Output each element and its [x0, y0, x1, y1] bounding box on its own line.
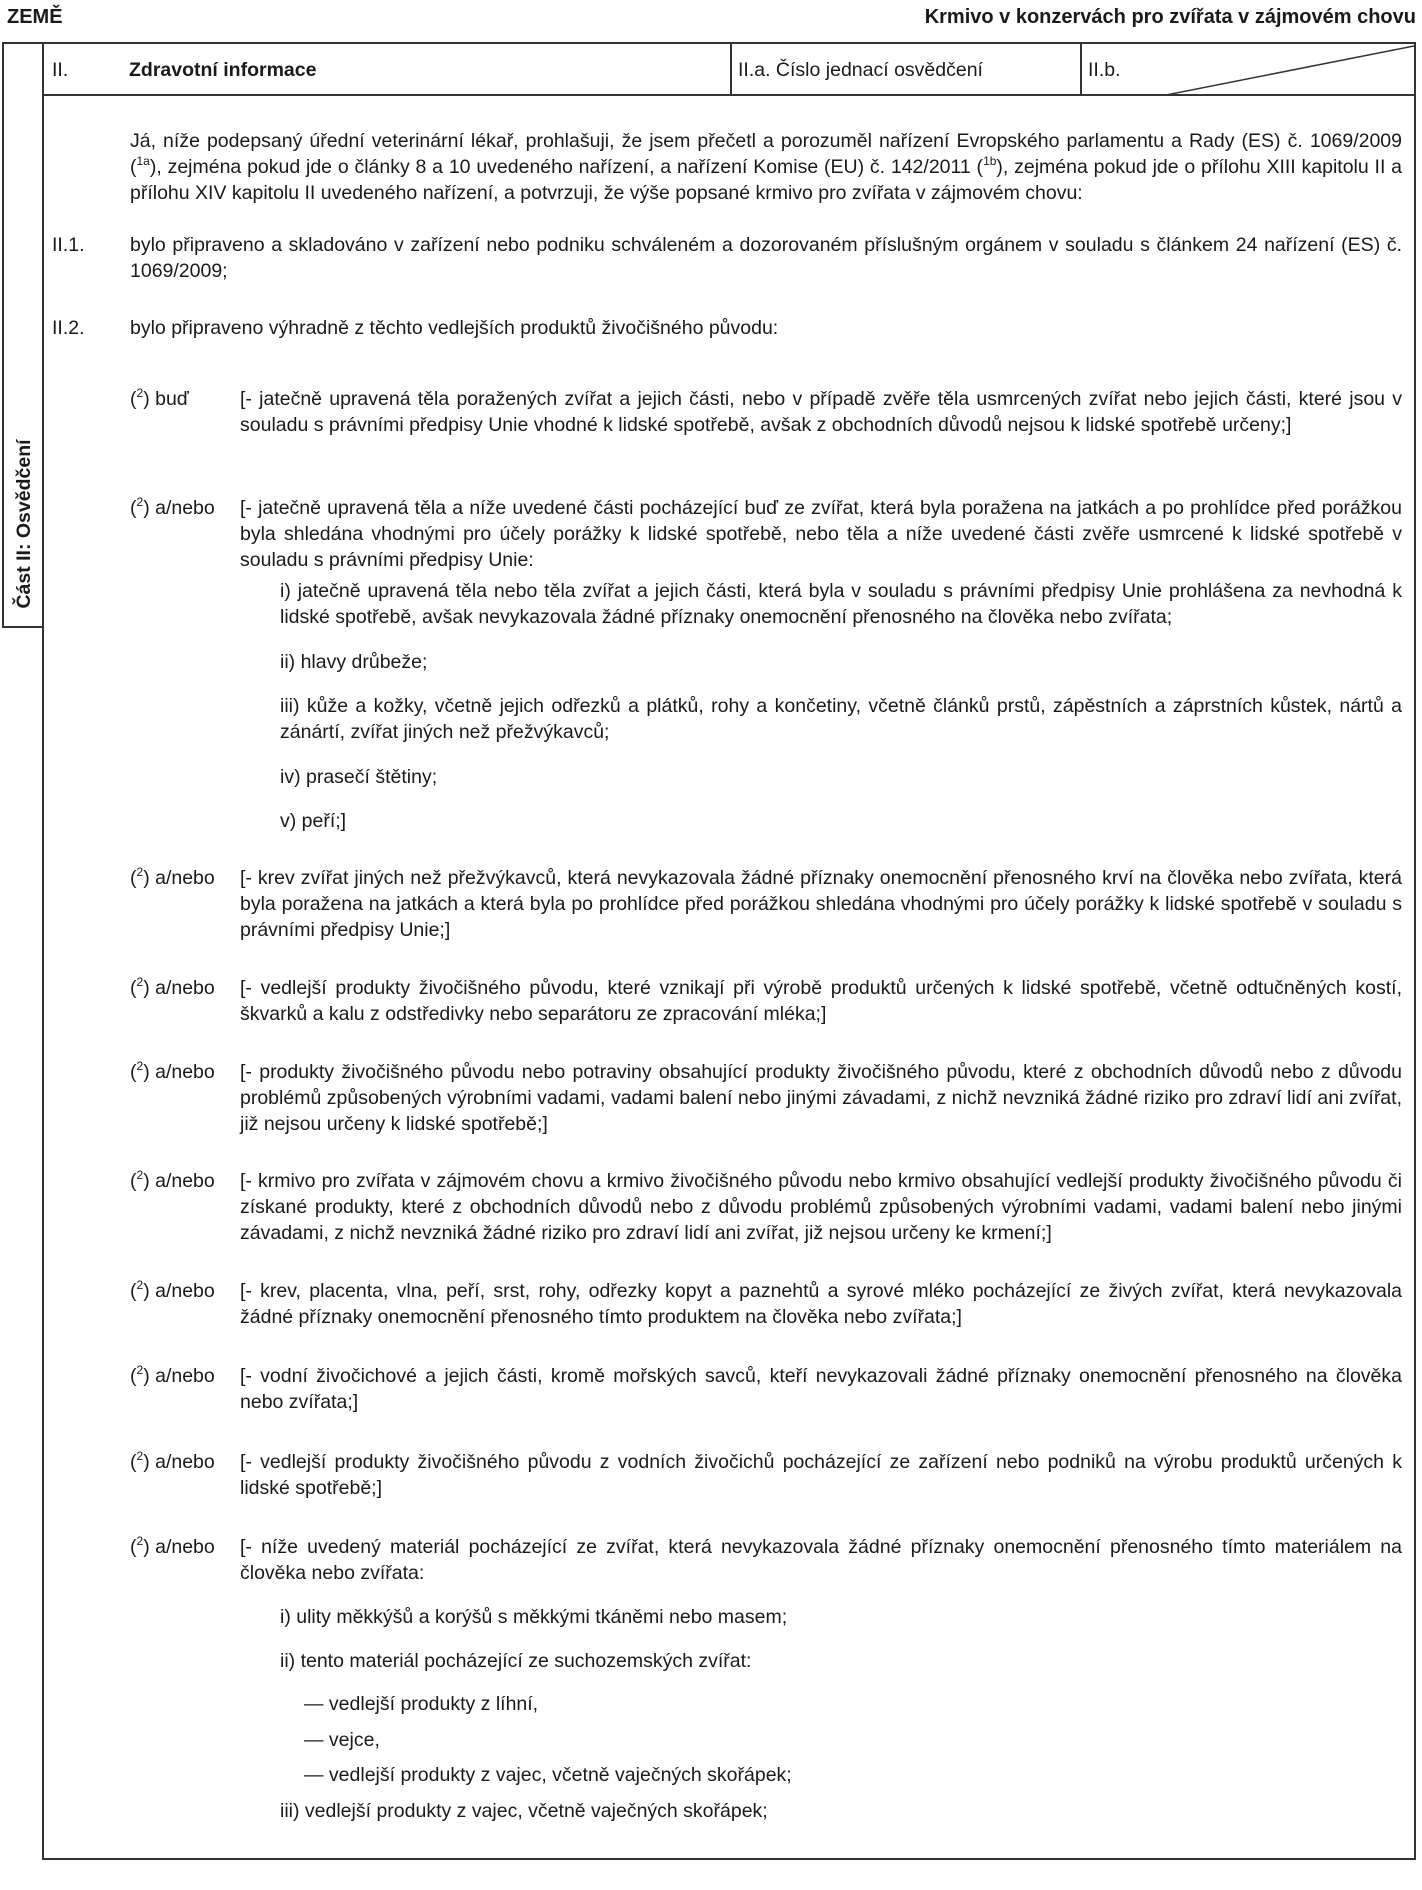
option-text: [- níže uvedený materiál pocházející ze zvířat, která nevykazovala žádné příznaky onemocnění přenosného tímto materiálem na člověka nebo zvířata: — [240, 1536, 1402, 1584]
option-text: [- jatečně upravená těla a níže uvedené části pocházející buď ze zvířat, která byla poražena na jatkách a po prohlídce před porážkou byla shledána vhodnými pro účely porážky k lidské spotřebě, nebo těla a níže uvedené části zvěře usmrcené k lidské spotřebě v souladu s právními předpisy Unie: — [240, 497, 1402, 571]
option-text: [- jatečně upravená těla poražených zvířat a jejich části, nebo v případě zvěře těla usmrcených zvířat nebo jejich části, které jsou v souladu s právními předpisy Unie vhodné k lidské spotřebě, avšak z obchodních důvodů nejsou k lidské spotřebě určeny;] — [240, 388, 1402, 436]
option-text: [- krmivo pro zvířata v zájmovém chovu a krmivo živočišného původu nebo krmivo obsahující vedlejší produkty živočišného původu či získané produkty, které z obchodních důvodů nebo z důvodu problémů způsobených výrobními vadami, vadami balení nebo jinými závadami, z nichž nevzniká žádné riziko pro zdraví lidí ani zvířat, již nejsou určeny ke krmení;] — [240, 1170, 1402, 1244]
dash-item: — vedlejší produkty z vajec, včetně vaječných skořápek; — [304, 1764, 792, 1786]
sub-item: v) peří;] — [280, 810, 347, 832]
sub-item: i) ulity měkkýšů a korýšů s měkkými tkáněmi nebo masem; — [280, 1606, 788, 1628]
sub-item: iii) vedlejší produkty z vajec, včetně vaječných skořápek; — [280, 1800, 768, 1822]
option-label: ($^2$) a/nebo — [130, 1362, 215, 1387]
option-text: [- vedlejší produkty živočišného původu, které vznikají při výrobě produktů určených k lidské spotřebě, včetně odtučněných kostí, škvarků a kalu z odstředivky nebo separátoru ze zpracování mléka;] — [240, 977, 1402, 1025]
header-divider — [730, 44, 732, 96]
option-label: ($^2$) a/nebo — [130, 974, 215, 999]
diagonal-cross-out — [1166, 44, 1414, 96]
option-text: [- vodní živočichové a jejich části, kromě mořských savců, kteří nevykazovali žádné příznaky onemocnění přenosného na člověka nebo zvířata;] — [240, 1365, 1402, 1413]
option-text: [- produkty živočišného původu nebo potraviny obsahující produkty živočišného původu, které z obchodních důvodů nebo z důvodu problémů způsobených výrobními vadami, vadami balení nebo jinými závadami, z nichž nevzniká žádné riziko pro zdraví lidí ani zvířat, již nejsou určeny k lidské spotřebě;] — [240, 1061, 1402, 1135]
item-number: II.1. — [52, 234, 85, 256]
option-label: ($^2$) a/nebo — [130, 864, 215, 889]
dash-item: — vejce, — [304, 1729, 380, 1751]
certificate-reference-label: II.a. Číslo jednací osvědčení — [738, 59, 983, 81]
certificate-frame — [42, 42, 1416, 1860]
header-divider — [1080, 44, 1082, 96]
dash-item: — vedlejší produkty z líhní, — [304, 1693, 539, 1715]
sub-item: i) jatečně upravená těla nebo těla zvířat a jejich části, která byla v souladu s právními předpisy Unie prohlášena za nevhodná k lidské spotřebě, avšak nevykazovala žádné příznaky onemocnění přenosného na člověka nebo zvířata; — [280, 580, 1402, 628]
option-label: ($^2$) a/nebo — [130, 1277, 215, 1302]
intro-paragraph: Já, níže podepsaný úřední veterinární lékař, prohlašuji, že jsem přečetl a porozuměl nařízení Evropského parlamentu a Rady (ES) č. 1069/2009 ($^{1a}$), zejména pokud jde o články 8 a 10 uvedeného nařízení, a nařízení Komise (EU) č. 142/2011 ($^{1b}$), zejména pokud jde o přílohu XIII kapitolu II a přílohu XIV kapitolu II uvedeného nařízení, a potvrzuji, že výše popsané krmivo pro zvířata v zájmovém chovu: — [130, 130, 1403, 204]
option-label: ($^2$) a/nebo — [130, 1533, 215, 1558]
header-product-title: Krmivo v konzervách pro zvířata v zájmovém chovu — [924, 6, 1416, 28]
section-header-row — [44, 44, 1414, 96]
item-text: bylo připraveno výhradně z těchto vedlejších produktů živočišného původu: — [130, 317, 779, 339]
section-title: Zdravotní informace — [129, 59, 317, 81]
sub-item: ii) hlavy drůbeže; — [280, 651, 428, 673]
option-label: ($^2$) a/nebo — [130, 1058, 215, 1083]
option-label: ($^2$) a/nebo — [130, 1167, 215, 1192]
side-column — [2, 42, 42, 628]
option-text: [- krev zvířat jiných než přežvýkavců, která nevykazovala žádné příznaky onemocnění přenosného krví na člověka nebo zvířata, která byla poražena na jatkách a která byla po prohlídce před porážkou shledána vhodnými pro účely porážky k lidské spotřebě v souladu s právními předpisy Unie;] — [240, 867, 1402, 941]
sub-item: iv) prasečí štětiny; — [280, 766, 438, 788]
option-label: ($^2$) buď — [130, 385, 189, 410]
item-number: II.2. — [52, 317, 85, 339]
section-number: II. — [52, 59, 69, 81]
item-text: bylo připraveno a skladováno v zařízení nebo podniku schváleném a dozorovaném příslušným orgánem v souladu s článkem 24 nařízení (ES) č. 1069/2009; — [130, 234, 1402, 282]
option-label: ($^2$) a/nebo — [130, 1448, 215, 1473]
option-label: ($^2$) a/nebo — [130, 494, 215, 519]
header-country: ZEMĚ — [7, 6, 63, 28]
side-label: Část II: Osvědčení — [13, 439, 35, 609]
option-text: [- vedlejší produkty živočišného původu z vodních živočichů pocházející ze zařízení nebo podniků na výrobu produktů určených k lidské spotřebě;] — [240, 1451, 1402, 1499]
certificate-reference-b: II.b. — [1088, 59, 1121, 81]
option-text: [- krev, placenta, vlna, peří, srst, rohy, odřezky kopyt a paznehtů a syrové mléko pocházející ze živých zvířat, která nevykazovala žádné příznaky onemocnění přenosného tímto produktem na člověka nebo zvířata;] — [240, 1280, 1402, 1328]
sub-item: iii) kůže a kožky, včetně jejich odřezků a plátků, rohy a končetiny, včetně článků prstů, zápěstních a záprstních kůstek, nártů a zánártí, zvířat jiných než přežvýkavců; — [280, 695, 1402, 743]
sub-item: ii) tento materiál pocházející ze suchozemských zvířat: — [280, 1650, 752, 1672]
